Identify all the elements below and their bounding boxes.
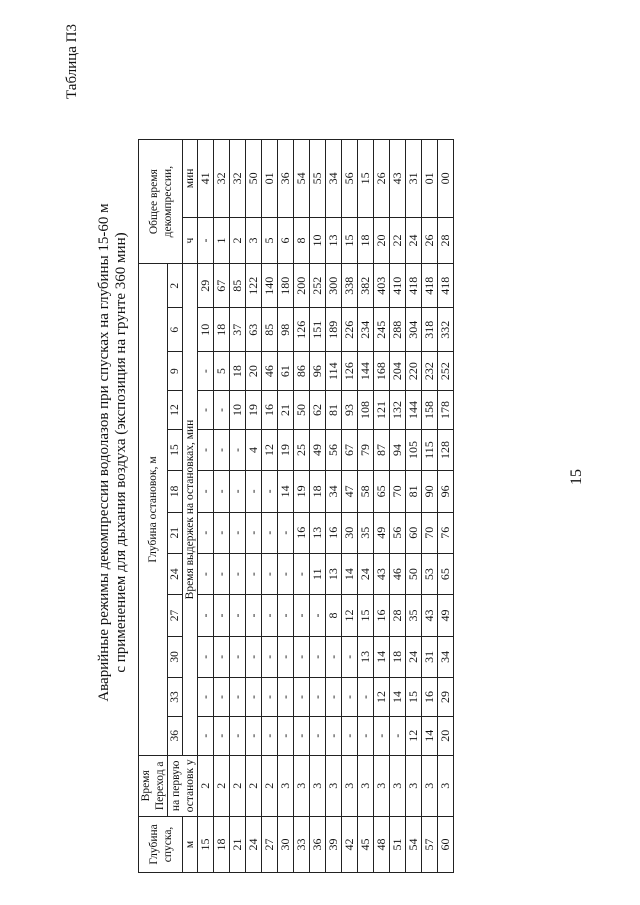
transition-cell: 3 [278, 755, 294, 816]
depth-cell: 33 [294, 816, 310, 872]
hold-time-cell: 37 [230, 308, 246, 352]
total-time-cell: 54 [294, 140, 310, 218]
hold-time-cell: 332 [438, 308, 454, 352]
hold-time-cell: 98 [278, 308, 294, 352]
hold-time-cell: - [246, 471, 262, 512]
transition-sub-header: на первую остановк у [168, 755, 198, 816]
hold-time-cell: - [262, 471, 278, 512]
hold-time-cell: 20 [246, 352, 262, 391]
hold-time-cell: - [326, 678, 342, 717]
hold-time-cell: 220 [406, 352, 422, 391]
total-time-cell: 32 [214, 140, 230, 218]
hold-header: Время выдержек на остановках, мин [183, 264, 198, 755]
total-time-cell: 01 [262, 140, 278, 218]
hold-time-cell: 12 [262, 429, 278, 470]
hold-time-cell: - [230, 716, 246, 755]
depth-cell: 27 [262, 816, 278, 872]
total-time-cell: 5 [262, 217, 278, 264]
total-time-cell: 24 [406, 217, 422, 264]
hold-time-cell: - [214, 678, 230, 717]
hold-time-cell: 121 [374, 391, 390, 430]
hold-time-cell: - [390, 716, 406, 755]
total-time-cell: 20 [374, 217, 390, 264]
total-time-cell: 8 [294, 217, 310, 264]
page-number: 15 [568, 469, 585, 485]
total-time-cell: 31 [406, 140, 422, 218]
time-header: Время Переход а [139, 755, 168, 816]
hold-time-cell: - [246, 636, 262, 677]
hold-time-cell: 12 [374, 678, 390, 717]
hold-time-cell: 50 [406, 553, 422, 594]
hold-time-cell: - [214, 636, 230, 677]
depth-header: Глубина спуска, [139, 816, 183, 872]
hold-time-cell: 304 [406, 308, 422, 352]
hold-time-cell: - [214, 429, 230, 470]
stop-depth-header: 6 [168, 308, 183, 352]
hold-time-cell: 5 [214, 352, 230, 391]
table-title-line2: с применением для дыхания воздуха (экспозиция на грунте 360 мин) [113, 232, 129, 673]
depth-cell: 54 [406, 816, 422, 872]
depth-cell: 42 [342, 816, 358, 872]
total-time-cell: 43 [390, 140, 406, 218]
hold-time-cell: 21 [278, 391, 294, 430]
depth-unit-header: м [183, 816, 198, 872]
hold-time-cell: - [230, 429, 246, 470]
hold-time-cell: - [278, 553, 294, 594]
hold-time-cell: 144 [358, 352, 374, 391]
hold-time-cell: 14 [374, 636, 390, 677]
hold-time-cell: 49 [310, 429, 326, 470]
hold-time-cell: 168 [374, 352, 390, 391]
hold-time-cell: 105 [406, 429, 422, 470]
hold-time-cell: - [262, 636, 278, 677]
hold-time-cell: 86 [294, 352, 310, 391]
total-time-cell: 15 [342, 217, 358, 264]
hold-time-cell: - [310, 716, 326, 755]
hold-time-cell: 204 [390, 352, 406, 391]
hold-time-cell: 108 [358, 391, 374, 430]
hold-time-cell: - [310, 595, 326, 636]
hold-time-cell: 189 [326, 308, 342, 352]
hold-time-cell: 16 [374, 595, 390, 636]
hold-time-cell: 8 [326, 595, 342, 636]
depth-cell: 24 [246, 816, 262, 872]
hold-time-cell: - [230, 553, 246, 594]
hold-time-cell: - [294, 678, 310, 717]
table-row [310, 140, 326, 873]
hold-time-cell: - [246, 512, 262, 553]
depth-cell: 36 [310, 816, 326, 872]
table-row [342, 140, 358, 873]
hold-time-cell: 18 [230, 352, 246, 391]
hold-time-cell: 24 [406, 636, 422, 677]
hold-time-cell: 43 [374, 553, 390, 594]
transition-cell: 2 [198, 755, 214, 816]
hold-time-cell: 96 [438, 471, 454, 512]
hold-time-cell: 43 [422, 595, 438, 636]
hold-time-cell: 56 [326, 429, 342, 470]
hold-time-cell: 34 [438, 636, 454, 677]
hold-time-cell: 245 [374, 308, 390, 352]
depth-cell: 21 [230, 816, 246, 872]
hold-time-cell: 46 [390, 553, 406, 594]
hold-time-cell: - [246, 553, 262, 594]
hold-time-cell: 29 [438, 678, 454, 717]
hold-time-cell: 16 [326, 512, 342, 553]
hold-time-cell: 62 [310, 391, 326, 430]
total-time-cell: 13 [326, 217, 342, 264]
total-time-cell: 50 [246, 140, 262, 218]
hours-header: ч [183, 217, 198, 264]
table-row [278, 140, 294, 873]
transition-cell: 3 [438, 755, 454, 816]
depth-cell: 57 [422, 816, 438, 872]
transition-cell: 3 [374, 755, 390, 816]
hold-time-cell: - [246, 716, 262, 755]
hold-time-cell: 19 [278, 429, 294, 470]
total-time-cell: 15 [358, 140, 374, 218]
hold-time-cell: 65 [438, 553, 454, 594]
hold-time-cell: 76 [438, 512, 454, 553]
hold-time-cell: - [198, 553, 214, 594]
table-row [422, 140, 438, 873]
table-row [406, 140, 422, 873]
table-row [230, 140, 246, 873]
hold-time-cell: - [246, 595, 262, 636]
hold-time-cell: 46 [262, 352, 278, 391]
hold-time-cell: 252 [438, 352, 454, 391]
hold-time-cell: 12 [406, 716, 422, 755]
total-time-cell: 55 [310, 140, 326, 218]
hold-time-cell: 35 [406, 595, 422, 636]
transition-cell: 3 [310, 755, 326, 816]
stop-depth-header: 24 [168, 553, 183, 594]
hold-time-cell: 18 [310, 471, 326, 512]
hold-time-cell: 18 [214, 308, 230, 352]
hold-time-cell: 96 [310, 352, 326, 391]
hold-time-cell: 226 [342, 308, 358, 352]
hold-time-cell: 122 [246, 264, 262, 308]
hold-time-cell: 14 [278, 471, 294, 512]
hold-time-cell: 28 [390, 595, 406, 636]
hold-time-cell: - [230, 512, 246, 553]
hold-time-cell: - [278, 595, 294, 636]
hold-time-cell: 47 [342, 471, 358, 512]
hold-time-cell: 178 [438, 391, 454, 430]
total-time-cell: 32 [230, 140, 246, 218]
hold-time-cell: - [278, 716, 294, 755]
total-time-cell: 01 [422, 140, 438, 218]
total-time-cell: 28 [438, 217, 454, 264]
hold-time-cell: - [198, 352, 214, 391]
stop-depth-header: 30 [168, 636, 183, 677]
hold-time-cell: - [262, 595, 278, 636]
hold-time-cell: 4 [246, 429, 262, 470]
hold-time-cell: - [262, 678, 278, 717]
hold-time-cell: 58 [358, 471, 374, 512]
hold-time-cell: 56 [390, 512, 406, 553]
depth-cell: 39 [326, 816, 342, 872]
transition-cell: 3 [422, 755, 438, 816]
hold-time-cell: - [310, 678, 326, 717]
hold-time-cell: 14 [390, 678, 406, 717]
hold-time-cell: 85 [230, 264, 246, 308]
total-time-cell: 3 [246, 217, 262, 264]
stops-header: Глубина остановок, м [139, 264, 168, 755]
total-time-cell: 18 [358, 217, 374, 264]
stop-depth-header: 18 [168, 471, 183, 512]
hold-time-cell: 31 [422, 636, 438, 677]
hold-time-cell: - [294, 595, 310, 636]
hold-time-cell: 19 [294, 471, 310, 512]
hold-time-cell: - [230, 595, 246, 636]
hold-time-cell: 140 [262, 264, 278, 308]
depth-cell: 15 [198, 816, 214, 872]
hold-time-cell: - [294, 636, 310, 677]
stop-depth-header: 15 [168, 429, 183, 470]
hold-time-cell: - [294, 716, 310, 755]
hold-time-cell: 200 [294, 264, 310, 308]
hold-time-cell: - [262, 553, 278, 594]
total-time-cell: 2 [230, 217, 246, 264]
hold-time-cell: 418 [406, 264, 422, 308]
hold-time-cell: 151 [310, 308, 326, 352]
hold-time-cell: - [262, 716, 278, 755]
hold-time-cell: 128 [438, 429, 454, 470]
stop-depth-header: 12 [168, 391, 183, 430]
hold-time-cell: - [198, 391, 214, 430]
hold-time-cell: - [214, 391, 230, 430]
hold-time-cell: 20 [438, 716, 454, 755]
hold-time-cell: - [262, 512, 278, 553]
table-row [390, 140, 406, 873]
depth-cell: 45 [358, 816, 374, 872]
hold-time-cell: 53 [422, 553, 438, 594]
stop-depth-header: 21 [168, 512, 183, 553]
hold-time-cell: 288 [390, 308, 406, 352]
transition-cell: 2 [214, 755, 230, 816]
hold-time-cell: 252 [310, 264, 326, 308]
hold-time-cell: 144 [406, 391, 422, 430]
depth-cell: 18 [214, 816, 230, 872]
hold-time-cell: 232 [422, 352, 438, 391]
hold-time-cell: - [198, 678, 214, 717]
total-time-cell: 41 [198, 140, 214, 218]
total-time-cell: 36 [278, 140, 294, 218]
hold-time-cell: 338 [342, 264, 358, 308]
total-time-cell: 34 [326, 140, 342, 218]
table-body [198, 140, 454, 873]
hold-time-cell: 234 [358, 308, 374, 352]
hold-time-cell: 11 [310, 553, 326, 594]
table-row [246, 140, 262, 873]
table-row [198, 140, 214, 873]
hold-time-cell: 126 [342, 352, 358, 391]
hold-time-cell: 158 [422, 391, 438, 430]
hold-time-cell: 13 [310, 512, 326, 553]
transition-cell: 3 [390, 755, 406, 816]
hold-time-cell: - [278, 512, 294, 553]
hold-time-cell: - [198, 512, 214, 553]
total-header: Общее время декомпрессии, [139, 140, 183, 264]
total-time-cell: 1 [214, 217, 230, 264]
hold-time-cell: 12 [342, 595, 358, 636]
transition-cell: 2 [246, 755, 262, 816]
hold-time-cell: 85 [262, 308, 278, 352]
hold-time-cell: 49 [374, 512, 390, 553]
hold-time-cell: - [230, 678, 246, 717]
hold-time-cell: - [278, 636, 294, 677]
hold-time-cell: - [342, 716, 358, 755]
total-time-cell: 10 [310, 217, 326, 264]
transition-cell: 3 [342, 755, 358, 816]
hold-time-cell: 24 [358, 553, 374, 594]
hold-time-cell: 132 [390, 391, 406, 430]
transition-cell: 2 [230, 755, 246, 816]
hold-time-cell: 60 [406, 512, 422, 553]
hold-time-cell: 35 [358, 512, 374, 553]
hold-time-cell: 94 [390, 429, 406, 470]
hold-time-cell: 14 [342, 553, 358, 594]
hold-time-cell: - [278, 678, 294, 717]
depth-cell: 48 [374, 816, 390, 872]
total-time-cell: 6 [278, 217, 294, 264]
hold-time-cell: 126 [294, 308, 310, 352]
total-time-cell: 22 [390, 217, 406, 264]
hold-time-cell: - [214, 553, 230, 594]
hold-time-cell: 114 [326, 352, 342, 391]
hold-time-cell: 10 [198, 308, 214, 352]
hold-time-cell: 29 [198, 264, 214, 308]
hold-time-cell: - [214, 716, 230, 755]
hold-time-cell: 418 [438, 264, 454, 308]
hold-time-cell: - [198, 595, 214, 636]
transition-cell: 2 [262, 755, 278, 816]
hold-time-cell: - [214, 512, 230, 553]
table-row [326, 140, 342, 873]
stop-depth-header: 36 [168, 716, 183, 755]
table-row [294, 140, 310, 873]
hold-time-cell: 67 [342, 429, 358, 470]
table-label: Таблица П3 [64, 24, 80, 99]
hold-time-cell: 93 [342, 391, 358, 430]
hold-time-cell: 19 [246, 391, 262, 430]
hold-time-cell: 61 [278, 352, 294, 391]
depth-cell: 60 [438, 816, 454, 872]
minutes-header: мин [183, 140, 198, 218]
hold-time-cell: 16 [422, 678, 438, 717]
hold-time-cell: 87 [374, 429, 390, 470]
table-row [214, 140, 230, 873]
hold-time-cell: 15 [358, 595, 374, 636]
hold-time-cell: 50 [294, 391, 310, 430]
total-time-cell: 00 [438, 140, 454, 218]
hold-time-cell: 81 [406, 471, 422, 512]
hold-time-cell: 10 [230, 391, 246, 430]
hold-time-cell: 180 [278, 264, 294, 308]
table-row [262, 140, 278, 873]
depth-cell: 51 [390, 816, 406, 872]
total-time-cell: 26 [422, 217, 438, 264]
table-row [438, 140, 454, 873]
hold-time-cell: - [198, 471, 214, 512]
hold-time-cell: 300 [326, 264, 342, 308]
hold-time-cell: - [246, 678, 262, 717]
hold-time-cell: 90 [422, 471, 438, 512]
hold-time-cell: 49 [438, 595, 454, 636]
hold-time-cell: - [214, 595, 230, 636]
stop-depth-header: 33 [168, 678, 183, 717]
transition-cell: 3 [294, 755, 310, 816]
hold-time-cell: - [230, 636, 246, 677]
hold-time-cell: 410 [390, 264, 406, 308]
hold-time-cell: - [342, 636, 358, 677]
hold-time-cell: - [358, 716, 374, 755]
hold-time-cell: 25 [294, 429, 310, 470]
transition-cell: 3 [358, 755, 374, 816]
hold-time-cell: 34 [326, 471, 342, 512]
table-row [374, 140, 390, 873]
stop-depth-header: 27 [168, 595, 183, 636]
total-time-cell: - [198, 217, 214, 264]
hold-time-cell: 79 [358, 429, 374, 470]
hold-time-cell: 15 [406, 678, 422, 717]
hold-time-cell: 30 [342, 512, 358, 553]
decompression-table [138, 139, 454, 873]
hold-time-cell: - [326, 716, 342, 755]
hold-time-cell: - [358, 678, 374, 717]
hold-time-cell: - [214, 471, 230, 512]
transition-cell: 3 [326, 755, 342, 816]
hold-time-cell: - [198, 636, 214, 677]
hold-time-cell: 13 [358, 636, 374, 677]
hold-time-cell: - [294, 553, 310, 594]
hold-time-cell: 14 [422, 716, 438, 755]
hold-time-cell: - [198, 716, 214, 755]
total-time-cell: 26 [374, 140, 390, 218]
hold-time-cell: 382 [358, 264, 374, 308]
hold-time-cell: 65 [374, 471, 390, 512]
hold-time-cell: - [230, 471, 246, 512]
stop-depth-header: 2 [168, 264, 183, 308]
table-title-line1: Аварийные режимы декомпрессии водолазов при спусках на глубины 15-60 м [96, 203, 112, 702]
hold-time-cell: 81 [326, 391, 342, 430]
total-time-cell: 56 [342, 140, 358, 218]
hold-time-cell: 16 [262, 391, 278, 430]
hold-time-cell: 16 [294, 512, 310, 553]
hold-time-cell: 18 [390, 636, 406, 677]
table-row [358, 140, 374, 873]
depth-cell: 30 [278, 816, 294, 872]
hold-time-cell: - [310, 636, 326, 677]
hold-time-cell: 403 [374, 264, 390, 308]
hold-time-cell: 63 [246, 308, 262, 352]
hold-time-cell: 13 [326, 553, 342, 594]
hold-time-cell: 67 [214, 264, 230, 308]
hold-time-cell: 70 [390, 471, 406, 512]
hold-time-cell: - [326, 636, 342, 677]
hold-time-cell: - [198, 429, 214, 470]
transition-cell: 3 [406, 755, 422, 816]
hold-time-cell: - [374, 716, 390, 755]
hold-time-cell: 115 [422, 429, 438, 470]
hold-time-cell: - [342, 678, 358, 717]
hold-time-cell: 70 [422, 512, 438, 553]
hold-time-cell: 318 [422, 308, 438, 352]
stop-depth-header: 9 [168, 352, 183, 391]
hold-time-cell: 418 [422, 264, 438, 308]
